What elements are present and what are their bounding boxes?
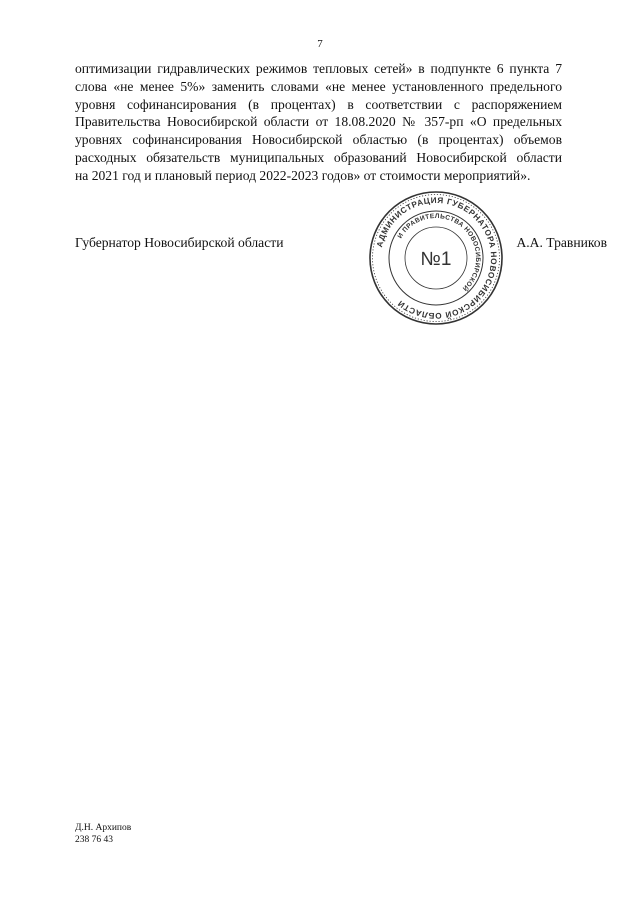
seal-icon <box>368 190 504 326</box>
seal-center-number: №1 <box>420 249 452 270</box>
body-paragraph <box>75 60 562 185</box>
body-line: оптимизации гидравлических режимов тепловых сетей» в подпункте 6 пункта 7 <box>75 61 562 76</box>
executor-phone: 238 76 43 <box>75 835 113 845</box>
body-line: уровнях софинансирования Новосибирской областью (в процентах) объемов <box>75 132 562 148</box>
executor-name: Д.Н. Архипов <box>75 823 132 833</box>
page-number: 7 <box>317 38 323 50</box>
signatory-name: А.А. Травников <box>516 235 607 250</box>
seal-outer-text: АДМИНИСТРАЦИЯ ГУБЕРНАТОРА НОВОСИБИРСКОЙ ОБЛАСТИ <box>375 195 499 321</box>
body-line: слова «не менее 5%» заменить словами «не менее установленного предельного <box>75 78 562 94</box>
body-line: расходных обязательств муниципальных образований Новосибирской области <box>75 149 562 165</box>
signature-block <box>75 235 607 255</box>
signatory-position: Губернатор Новосибирской области <box>75 235 284 250</box>
footer-executor-info <box>75 822 131 846</box>
official-seal-stamp <box>368 190 504 326</box>
body-line: на 2021 год и плановый период 2022-2023 годов» от стоимости мероприятий». <box>75 167 531 183</box>
body-line: Правительства Новосибирской области от 18.08.2020 № 357-рп «О предельных <box>75 114 562 130</box>
body-line: уровня софинансирования (в процентах) в соответствии с распоряжением <box>75 96 562 112</box>
seal-inner-text: И ПРАВИТЕЛЬСТВА НОВОСИБИРСКОЙ <box>396 212 482 293</box>
